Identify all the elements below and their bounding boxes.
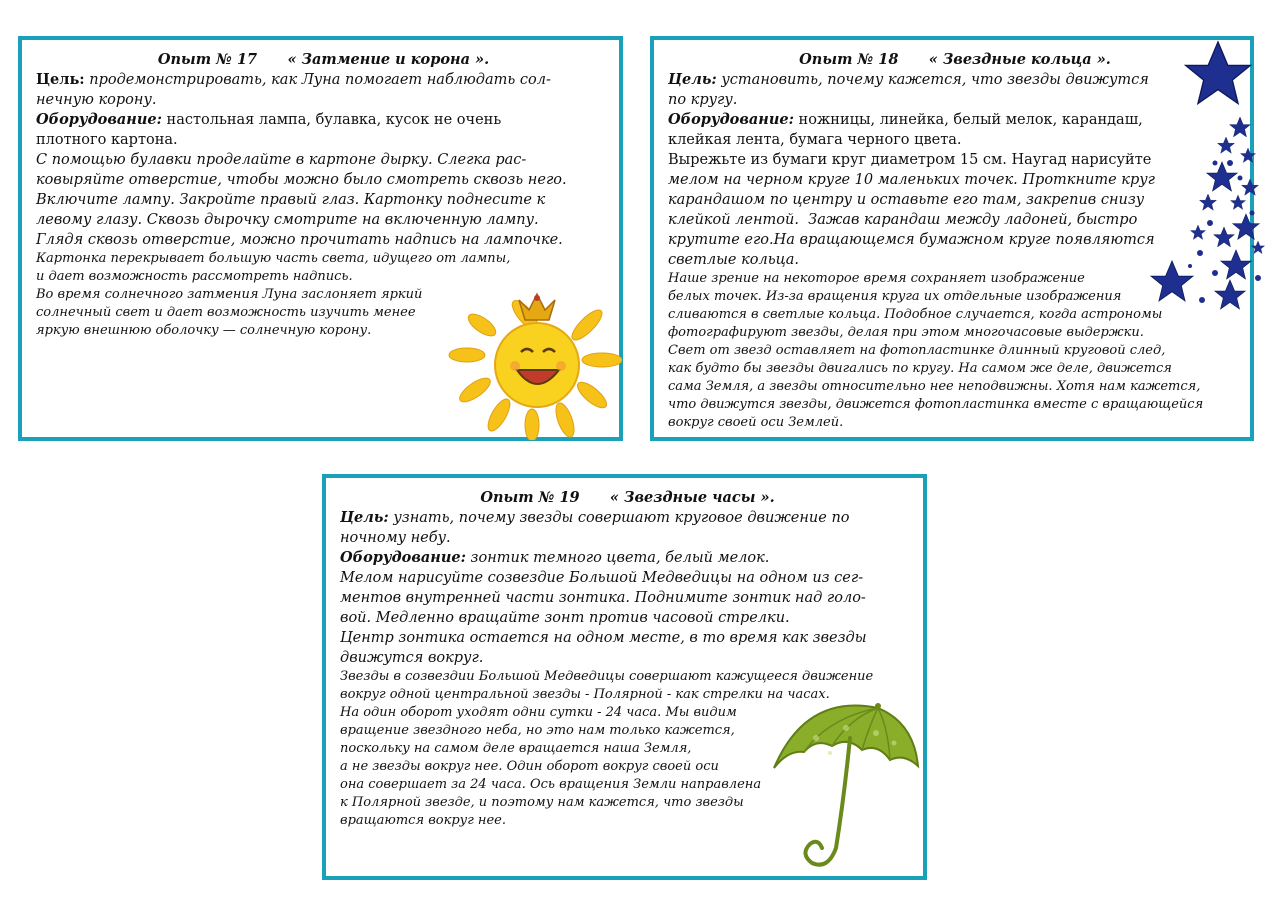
sun-with-crown-icon bbox=[437, 280, 622, 440]
equipment-text: ножницы, линейка, белый мелок, карандаш, bbox=[793, 112, 1143, 128]
goal-label: Цель: bbox=[668, 71, 717, 88]
equipment-label: Оборудование: bbox=[340, 549, 466, 566]
equipment-text: настольная лампа, булавка, кусок не очень bbox=[161, 112, 502, 128]
note-line: и дает возможность рассмотреть надпись. bbox=[36, 269, 353, 284]
goal-text: продемонстрировать, как Луна помогает наблюдать сол- bbox=[84, 72, 551, 88]
note-line: белых точек. Из-за вращения круга их отдельные изображения bbox=[668, 289, 1122, 304]
step-line: Включите лампу. Закройте правый глаз. Картонку поднесите к bbox=[36, 192, 546, 208]
goal-text: узнать, почему звезды совершают круговое движение по bbox=[388, 510, 850, 526]
step-line: крутите его.На вращающемся бумажном круге появляются bbox=[668, 232, 1155, 248]
step-line: Центр зонтика остается на одном месте, в то время как звезды bbox=[340, 630, 867, 646]
card-title: Опыт № 17 « Затмение и корона ». bbox=[157, 51, 490, 68]
goal-text-cont: ночному небу. bbox=[340, 530, 451, 546]
step-line: ментов внутренней части зонтика. Поднимите зонтик над голо- bbox=[340, 590, 866, 606]
note-line: Во время солнечного затмения Луна заслоняет яркий bbox=[36, 287, 423, 302]
step-line: клейкой лентой. Зажав карандаш между ладоней, быстро bbox=[668, 212, 1138, 228]
note-line: На один оборот уходят одни сутки - 24 часа. Мы видим bbox=[340, 705, 737, 720]
step-line: Глядя сквозь отверстие, можно прочитать надпись на лампочке. bbox=[36, 232, 563, 248]
equipment-text: зонтик темного цвета, белый мелок. bbox=[465, 550, 770, 566]
equipment-text-cont: плотного картона. bbox=[36, 132, 178, 148]
goal-label: Цель: bbox=[340, 509, 389, 526]
step-line: Вырежьте из бумаги круг диаметром 15 см. Наугад нарисуйте bbox=[668, 152, 1152, 168]
experiment-card-17 bbox=[18, 36, 623, 441]
card-title: Опыт № 19 « Звездные часы ». bbox=[480, 489, 775, 506]
goal-text-cont: нечную корону. bbox=[36, 92, 157, 108]
note-line: вокруг своей оси Землей. bbox=[668, 415, 844, 430]
goal-text-cont: по кругу. bbox=[668, 92, 738, 108]
equipment-label: Оборудование: bbox=[36, 111, 162, 128]
note-line: она совершает за 24 часа. Ось вращения Земли направлена bbox=[340, 777, 762, 792]
note-line: Звезды в созвездии Большой Медведицы совершают кажущееся движение bbox=[340, 669, 874, 684]
step-line: левому глазу. Сквозь дырочку смотрите на включенную лампу. bbox=[36, 212, 539, 228]
step-line: светлые кольца. bbox=[668, 252, 800, 268]
note-line: Свет от звезд оставляет на фотопластинке длинный круговой след, bbox=[668, 343, 1166, 358]
equipment-label: Оборудование: bbox=[668, 111, 794, 128]
note-line: как будто бы звезды двигались по кругу. На самом же деле, движется bbox=[668, 361, 1172, 376]
note-line: Картонка перекрывает большую часть света, идущего от лампы, bbox=[36, 251, 511, 266]
step-line: карандашом по центру и оставьте его там, закрепив снизу bbox=[668, 192, 1145, 208]
note-line: а не звезды вокруг нее. Один оборот вокруг своей оси bbox=[340, 759, 719, 774]
note-line: вращение звездного неба, но это нам только кажется, bbox=[340, 723, 735, 738]
note-line: вращаются вокруг нее. bbox=[340, 813, 506, 828]
note-line: Наше зрение на некоторое время сохраняет изображение bbox=[668, 271, 1085, 286]
goal-text: установить, почему кажется, что звезды движутся bbox=[716, 72, 1149, 88]
blue-stars-icon bbox=[1140, 38, 1270, 318]
green-umbrella-icon bbox=[766, 698, 926, 878]
step-line: вой. Медленно вращайте зонт против часовой стрелки. bbox=[340, 610, 790, 626]
card-title: Опыт № 18 « Звездные кольца ». bbox=[799, 51, 1111, 68]
step-line: Мелом нарисуйте созвездие Большой Медведицы на одном из сег- bbox=[340, 570, 864, 586]
step-line: движутся вокруг. bbox=[340, 650, 484, 666]
step-line: ковыряйте отверстие, чтобы можно было смотреть сквозь него. bbox=[36, 172, 567, 188]
step-line: С помощью булавки проделайте в картоне дырку. Слегка рас- bbox=[36, 152, 527, 168]
step-line: мелом на черном круге 10 маленьких точек. Проткните круг bbox=[668, 172, 1155, 188]
note-line: что движутся звезды, движется фотопластинка вместе с вращающейся bbox=[668, 397, 1204, 412]
equipment-text-cont: клейкая лента, бумага черного цвета. bbox=[668, 132, 962, 148]
note-line: яркую внешнюю оболочку — солнечную корону. bbox=[36, 323, 372, 338]
experiment-card-19 bbox=[322, 474, 927, 880]
note-line: фотографируют звезды, делая при этом многочасовые выдержки. bbox=[668, 325, 1144, 340]
note-line: поскольку на самом деле вращается наша Земля, bbox=[340, 741, 692, 756]
goal-label: Цель: bbox=[36, 71, 85, 88]
note-line: к Полярной звезде, и поэтому нам кажется, что звезды bbox=[340, 795, 744, 810]
note-line: вокруг одной центральной звезды - Полярной - как стрелки на часах. bbox=[340, 687, 830, 702]
note-line: сливаются в светлые кольца. Подобное случается, когда астрономы bbox=[668, 307, 1163, 322]
note-line: солнечный свет и дает возможность изучить менее bbox=[36, 305, 416, 320]
note-line: сама Земля, а звезды относительно нее неподвижны. Хотя нам кажется, bbox=[668, 379, 1201, 394]
